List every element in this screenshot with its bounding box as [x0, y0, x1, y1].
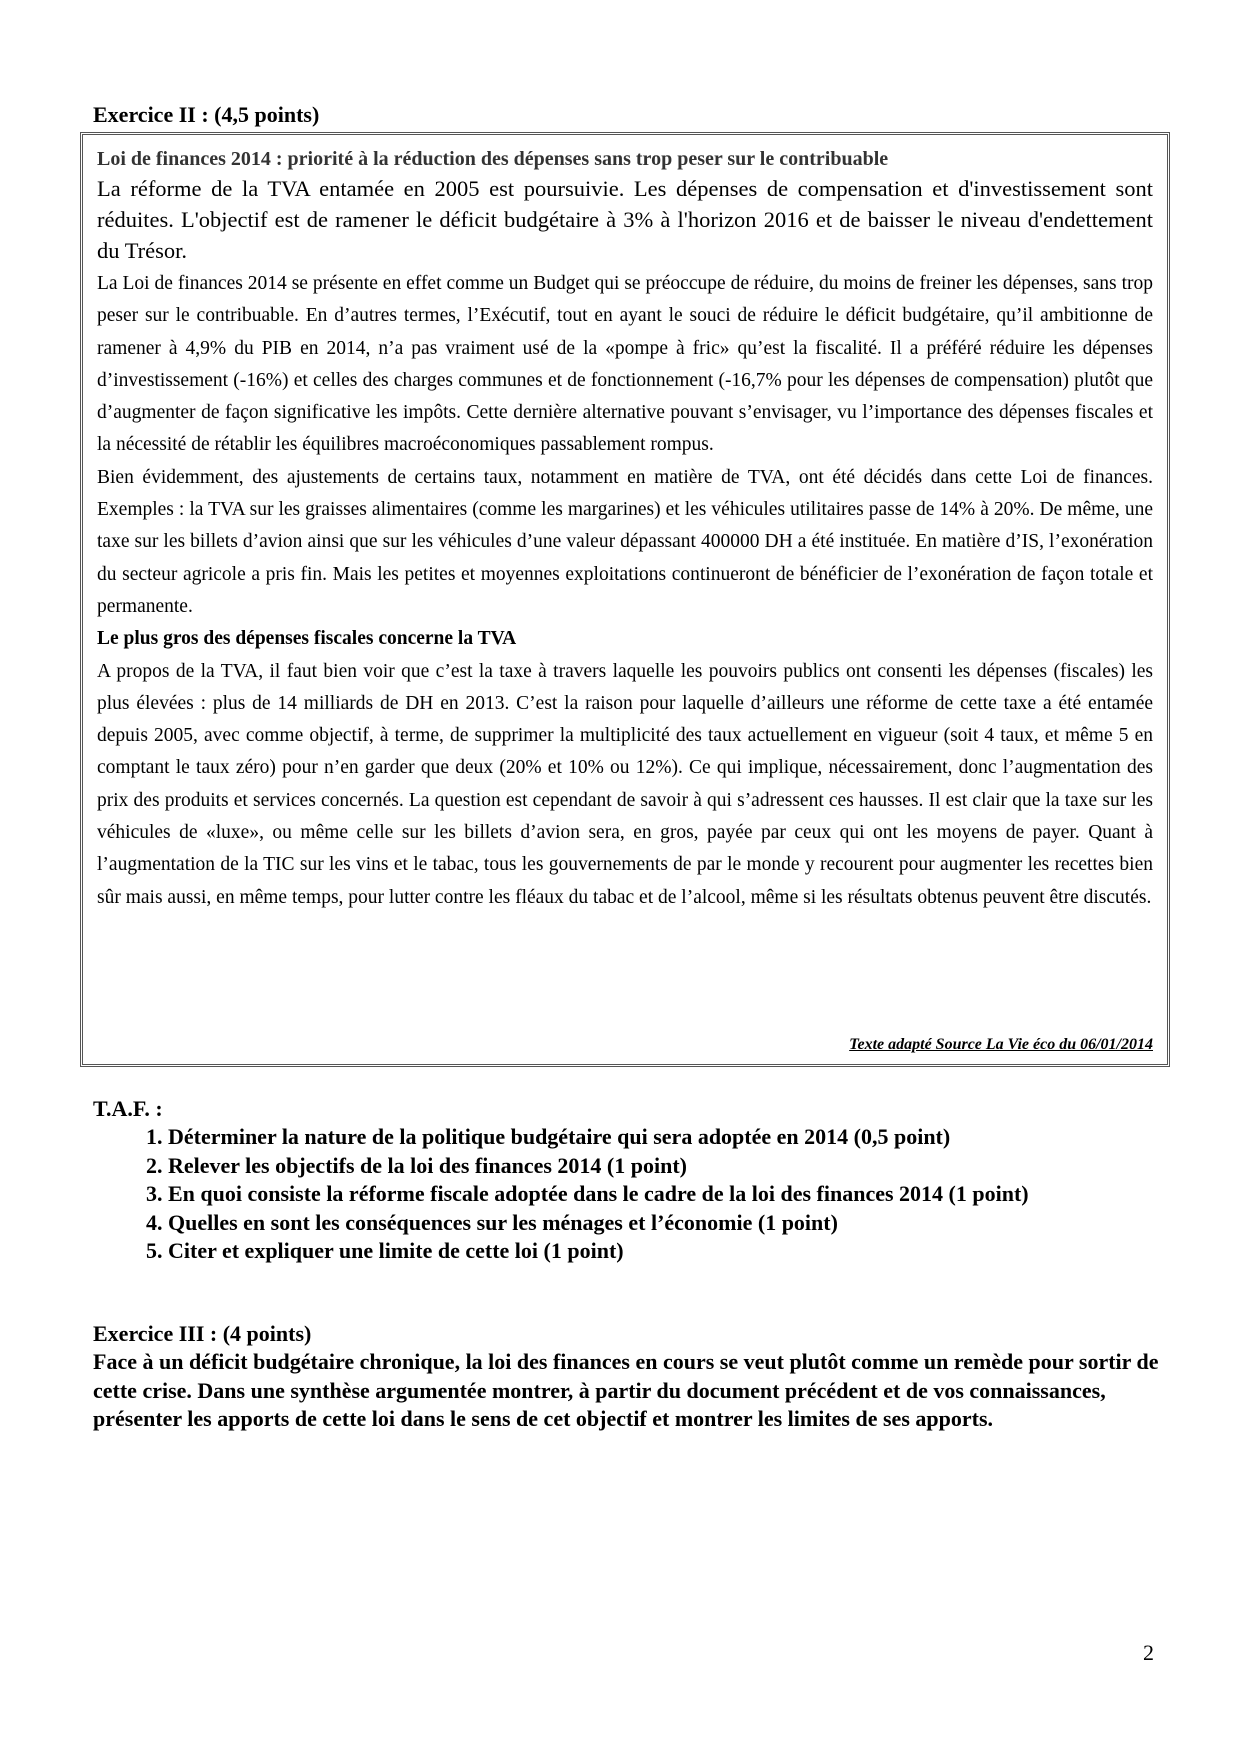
article-paragraph-3: A propos de la TVA, il faut bien voir que c’est la taxe à travers laquelle les pouvoirs publics ont consenti les dépenses (fiscales) les plus élevées : plus de 14 milliards de DH en 2013. C’est la raison pour laquelle d’ailleurs une réforme de cette taxe a été entamée depuis 2005, avec comme objectif, à terme, de supprimer la multiplicité des taux actuellement en vigueur (soit 4 taux, et même 5 en comptant le taux zéro) pour n’en garder que deux (20% et 10% ou 12%). Ce qui implique, nécessairement, donc l’augmentation des prix des produits et services concernés. La question est cependant de savoir à qui s’adressent ces hausses. Il est clair que la taxe sur les véhicules de «luxe», ou même celle sur les billets d’avion sera, en gros, payée par ceux qui ont les moyens de payer. Quant à l’augmentation de la TIC sur les vins et le tabac, tous les gouvernements de par le monde y recourent pour augmenter les recettes bien sûr mais aussi, en même temps, pour lutter contre les fléaux du tabac et de l’alcool, même si les résultats obtenus peuvent être discutés.	[97, 660, 1153, 908]
taf-question-3: 3. En quoi consiste la réforme fiscale adoptée dans le cadre de la loi des finances 2014 (1 point)	[168, 1180, 1173, 1209]
taf-question-list	[93, 1123, 1173, 1266]
article-body	[97, 268, 1153, 914]
article-source: Texte adapté Source La Vie éco du 06/01/2014	[849, 1036, 1153, 1053]
taf-section	[93, 1095, 1173, 1266]
article-paragraph-1: La Loi de finances 2014 se présente en effet comme un Budget qui se préoccupe de réduire, du moins de freiner les dépenses, sans trop peser sur le contribuable. En d’autres termes, l’Exécutif, tout en ayant le souci de réduire le déficit budgétaire, qu’il ambitionne de ramener à 4,9% du PIB en 2014, n’a pas vraiment usé de la «pompe à fric» qu’est la fiscalité. Il a préféré réduire les dépenses d’investissement (-16%) et celles des charges communes et de fonctionnement (-16,7% pour les dépenses de compensation) plutôt que d’augmenter de façon significative les impôts. Cette dernière alternative pouvant s’envisager, vu l’importance des dépenses fiscales et la nécessité de rétablir les équilibres macroéconomiques passablement rompus.	[97, 273, 1153, 456]
exercise-2-title: Exercice II : (4,5 points)	[93, 102, 320, 127]
exercise-3-text: Face à un déficit budgétaire chronique, la loi des finances en cours se veut plutôt comme un remède pour sortir de cette crise. Dans une synthèse argumentée montrer, à partir du document précédent et de vos connaissances, présenter les apports de cette loi dans le sens de cet objectif et montrer les limites de ses apports.	[93, 1349, 1159, 1431]
taf-question-4: 4. Quelles en sont les conséquences sur les ménages et l’économie (1 point)	[168, 1209, 1173, 1238]
article-subheading: Le plus gros des dépenses fiscales concerne la TVA	[97, 628, 517, 650]
exercise-3-title: Exercice III : (4 points)	[93, 1321, 312, 1346]
article-lead: La réforme de la TVA entamée en 2005 est poursuivie. Les dépenses de compensation et d'investissement sont réduites. L'objectif est de ramener le déficit budgétaire à 3% à l'horizon 2016 et de baisser le niveau d'endettement du Trésor.	[97, 176, 1153, 263]
document-box	[80, 132, 1170, 1067]
taf-question-1: 1. Déterminer la nature de la politique budgétaire qui sera adoptée en 2014 (0,5 point)	[168, 1123, 1173, 1152]
article-paragraph-2: Bien évidemment, des ajustements de certains taux, notamment en matière de TVA, ont été décidés dans cette Loi de finances. Exemples : la TVA sur les graisses alimentaires (comme les margarines) et les véhicules utilitaires passe de 14% à 20%. De même, une taxe sur les billets d’avion ainsi que sur les véhicules d’une valeur dépassant 400000 DH a été instituée. En matière d’IS, l’exonération du secteur agricole a pris fin. Mais les petites et moyennes exploitations continueront de bénéficier de l’exonération de façon totale et permanente.	[97, 466, 1153, 617]
exercise-3-section	[93, 1320, 1173, 1434]
taf-title: T.A.F. :	[93, 1096, 163, 1121]
page-number: 2	[1143, 1640, 1154, 1665]
taf-question-2: 2. Relever les objectifs de la loi des finances 2014 (1 point)	[168, 1152, 1173, 1181]
article-headline: Loi de finances 2014 : priorité à la réduction des dépenses sans trop peser sur le contribuable	[97, 148, 889, 170]
taf-question-5: 5. Citer et expliquer une limite de cette loi (1 point)	[168, 1237, 1173, 1266]
